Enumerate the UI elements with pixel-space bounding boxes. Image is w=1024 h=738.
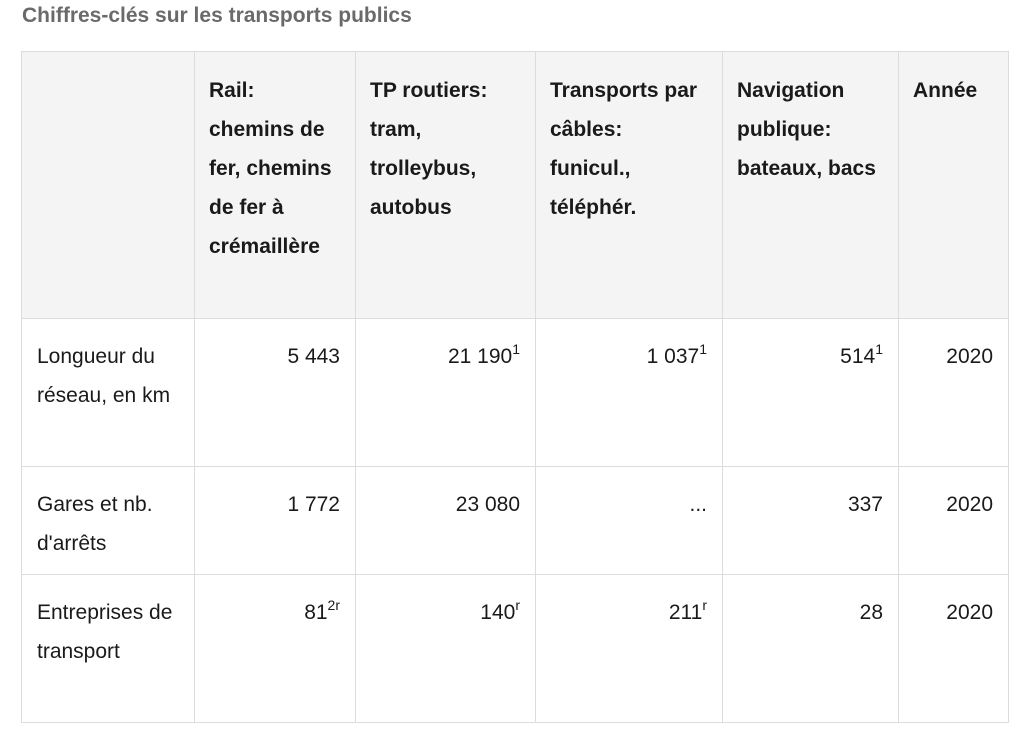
cell-rail — [195, 467, 356, 575]
footnote-marker: r — [515, 597, 520, 613]
cell-cable — [536, 319, 723, 467]
cell-year: 2020 — [899, 575, 1009, 723]
header-year: Année — [899, 52, 1009, 319]
table-caption: Chiffres-clés sur les transports publics — [22, 4, 412, 27]
footnote-marker: 1 — [875, 341, 883, 357]
header-rail: Rail: chemins de fer, chemins de fer à crémaillère — [195, 52, 356, 319]
cell-road — [356, 319, 536, 467]
cell-value: 1 772 — [287, 493, 340, 516]
cell-value: 337 — [847, 493, 883, 516]
footnote-marker: 1 — [512, 341, 520, 357]
cell-value: 140 — [480, 601, 516, 624]
cell-value: 21 190 — [447, 345, 513, 368]
table-row — [22, 575, 1009, 723]
cell-road — [356, 467, 536, 575]
cell-value: 23 080 — [455, 493, 520, 516]
header-navigation: Navigation publique: bateaux, bacs — [723, 52, 899, 319]
table-row — [22, 467, 1009, 575]
cell-navigation — [723, 467, 899, 575]
header-cable-transport: Transports par câbles: funicul., téléphér. — [536, 52, 723, 319]
cell-value: 211 — [668, 601, 703, 624]
table-row — [22, 319, 1009, 467]
row-label: Longueur du réseau, en km — [22, 319, 195, 467]
cell-cable — [536, 467, 723, 575]
cell-road — [356, 575, 536, 723]
row-label: Entreprises de transport — [22, 575, 195, 723]
header-empty-cell — [22, 52, 195, 319]
footnote-marker: 1 — [699, 341, 707, 357]
cell-navigation — [723, 575, 899, 723]
cell-rail — [195, 319, 356, 467]
cell-value: ... — [689, 493, 707, 516]
row-label: Gares et nb. d'arrêts — [22, 467, 195, 575]
cell-navigation — [723, 319, 899, 467]
footnote-marker: r — [702, 597, 707, 613]
footnote-marker: 2r — [327, 597, 340, 613]
header-row — [22, 52, 1009, 319]
cell-value: 514 — [840, 345, 876, 368]
cell-value: 5 443 — [287, 345, 340, 368]
cell-value: 81 — [304, 601, 328, 624]
key-figures-table — [21, 51, 1009, 723]
header-road-transport: TP routiers: tram, trolleybus, autobus — [356, 52, 536, 319]
cell-value: 28 — [859, 601, 883, 624]
cell-year: 2020 — [899, 467, 1009, 575]
cell-cable — [536, 575, 723, 723]
cell-rail — [195, 575, 356, 723]
cell-value: 1 037 — [646, 345, 700, 368]
cell-year: 2020 — [899, 319, 1009, 467]
